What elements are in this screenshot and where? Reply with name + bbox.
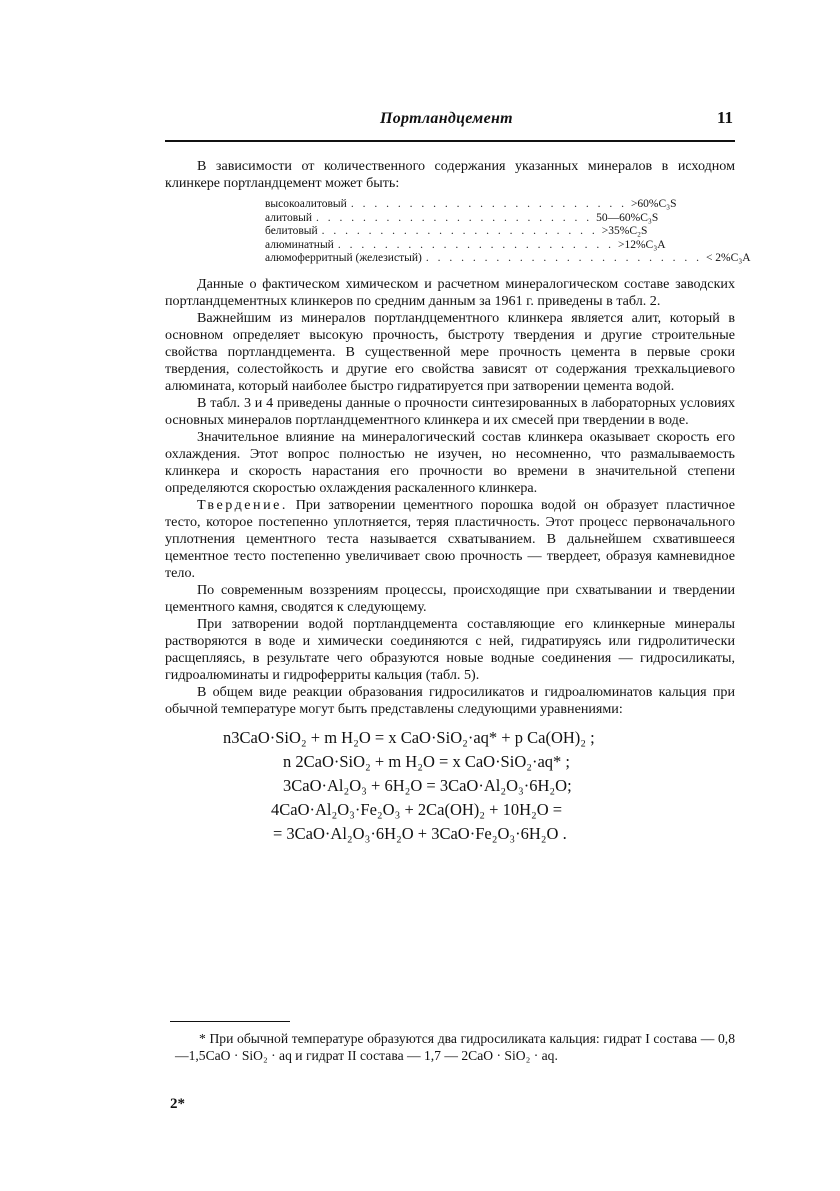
leader-dots: . . . . . . . . . . . . . . . . . . . . . . . . <box>337 238 614 251</box>
classification-row <box>265 252 751 266</box>
paragraph: При затворении водой портландцемента составляющие его клинкерные минералы растворяются в воде и химически соединяются с ней, гидратируясь или гидролитически расщепляясь, в результате чего образуются новые водные соединения — гидросиликаты, гидроалюминаты и гидроферриты кальция (табл. 5). <box>165 615 735 683</box>
classification-name: алюмоферритный (железистый) <box>265 252 422 265</box>
cement-classification-list <box>265 198 751 266</box>
footnote-text: * При обычной температуре образуются два гидросиликата кальция: гидрат I состава — 0,8—1,5CaO · SiO₂ · aq и гидрат II состава — 1,7 — 2CaO · SiO₂ · aq. <box>175 1031 735 1063</box>
classification-value: >35%C₂S <box>601 225 648 238</box>
equation: 3CaO·Al₂O₃ + 6H₂O = 3CaO·Al₂O₃·6H₂O; <box>283 775 572 795</box>
classification-value: >12%C₃A <box>617 238 666 251</box>
footnote <box>175 1031 735 1064</box>
equation: = 3CaO·Al₂O₃·6H₂O + 3CaO·Fe₂O₃·6H₂O . <box>273 823 567 843</box>
page-header <box>165 108 735 138</box>
classification-name: высокоалитовый <box>265 198 347 210</box>
classification-name: белитовый <box>265 225 318 238</box>
classification-value: < 2%C₃A <box>705 252 751 265</box>
page-number: 11 <box>716 108 733 127</box>
section-heading: Твердение. <box>197 496 288 513</box>
leader-dots: . . . . . . . . . . . . . . . . . . . . . . . . <box>321 225 598 238</box>
classification-value: >60%C₃S <box>630 198 677 210</box>
paragraph: По современным воззрениям процессы, происходящие при схватывании и твердении цементного камня, сводятся к следующему. <box>165 581 735 615</box>
paragraph: В общем виде реакции образования гидросиликатов и гидроалюминатов кальция при обычной температуре могут быть представлены следующими уравнениями: <box>165 683 735 717</box>
classification-name: алитовый <box>265 211 313 224</box>
paragraph: Значительное влияние на минералогический состав клинкера оказывает скорость его охлаждения. Этот вопрос полностью не изучен, но несомненно, что размалываемость клинкера и скорость нарастания его прочности во времени в значительной степени определяются скоростью охлаждения раскаленного клинкера. <box>165 428 735 496</box>
classification-row <box>265 238 666 253</box>
paragraph: Важнейшим из минералов портландцементного клинкера является алит, который в основном определяет высокую прочность, быстроту твердения и другие строительные свойства портландцемента. В существенной мере прочность цемента в первые сроки твердения, солестойкость и другие его свойства зависят от содержания трехкальциевого алюмината, который наиболее быстро гидратируется при затворении цемента водой. <box>165 309 735 394</box>
hardening-text: При затворении цементного порошка водой он образует пластичное тесто, которое постепенно уплотняется, теряя пластичность. Этот процесс первоначального уплотнения цементного теста называется схватыванием. В дальнейшем схватившееся цементное тесто постепенно увеличивает свою прочность — твердеет, образуя камневидное тело. <box>165 496 735 581</box>
running-title: Портландцемент <box>380 110 513 127</box>
leader-dots: . . . . . . . . . . . . . . . . . . . . . . . . <box>316 211 593 224</box>
equation: n3CaO·SiO₂ + m H₂O = x CaO·SiO₂·aq* + p Ca(OH)₂ ; <box>223 727 595 747</box>
classification-name: алюминатный <box>265 238 334 251</box>
header-rule <box>165 140 735 142</box>
reaction-equations <box>165 726 735 846</box>
page-body <box>165 158 751 852</box>
footnote-rule <box>170 1021 290 1022</box>
equation: n 2CaO·SiO₂ + m H₂O = x CaO·SiO₂·aq* ; <box>283 751 571 771</box>
classification-row <box>265 211 659 226</box>
hardening-paragraph <box>165 497 735 582</box>
classification-value: 50—60%C₃S <box>596 211 659 224</box>
paragraph: В табл. 3 и 4 приведены данные о прочности синтезированных в лабораторных условиях основных минералов портландцементного клинкера и их смесей при твердении в воде. <box>165 394 735 428</box>
classification-row <box>265 198 677 212</box>
signature-mark: 2* <box>170 1096 185 1112</box>
paragraph: Данные о фактическом химическом и расчетном минералогическом составе заводских портландцементных клинкеров по средним данным за 1961 г. приведены в табл. 2. <box>165 275 735 309</box>
leader-dots: . . . . . . . . . . . . . . . . . . . . . . . . <box>350 198 627 210</box>
leader-dots: . . . . . . . . . . . . . . . . . . . . . . . . <box>425 252 702 265</box>
classification-row <box>265 225 648 239</box>
equation: 4CaO·Al₂O₃·Fe₂O₃ + 2Ca(OH)₂ + 10H₂O = <box>271 799 563 819</box>
intro-paragraph: В зависимости от количественного содержания указанных минералов в исходном клинкере портландцемент может быть: <box>165 158 735 191</box>
